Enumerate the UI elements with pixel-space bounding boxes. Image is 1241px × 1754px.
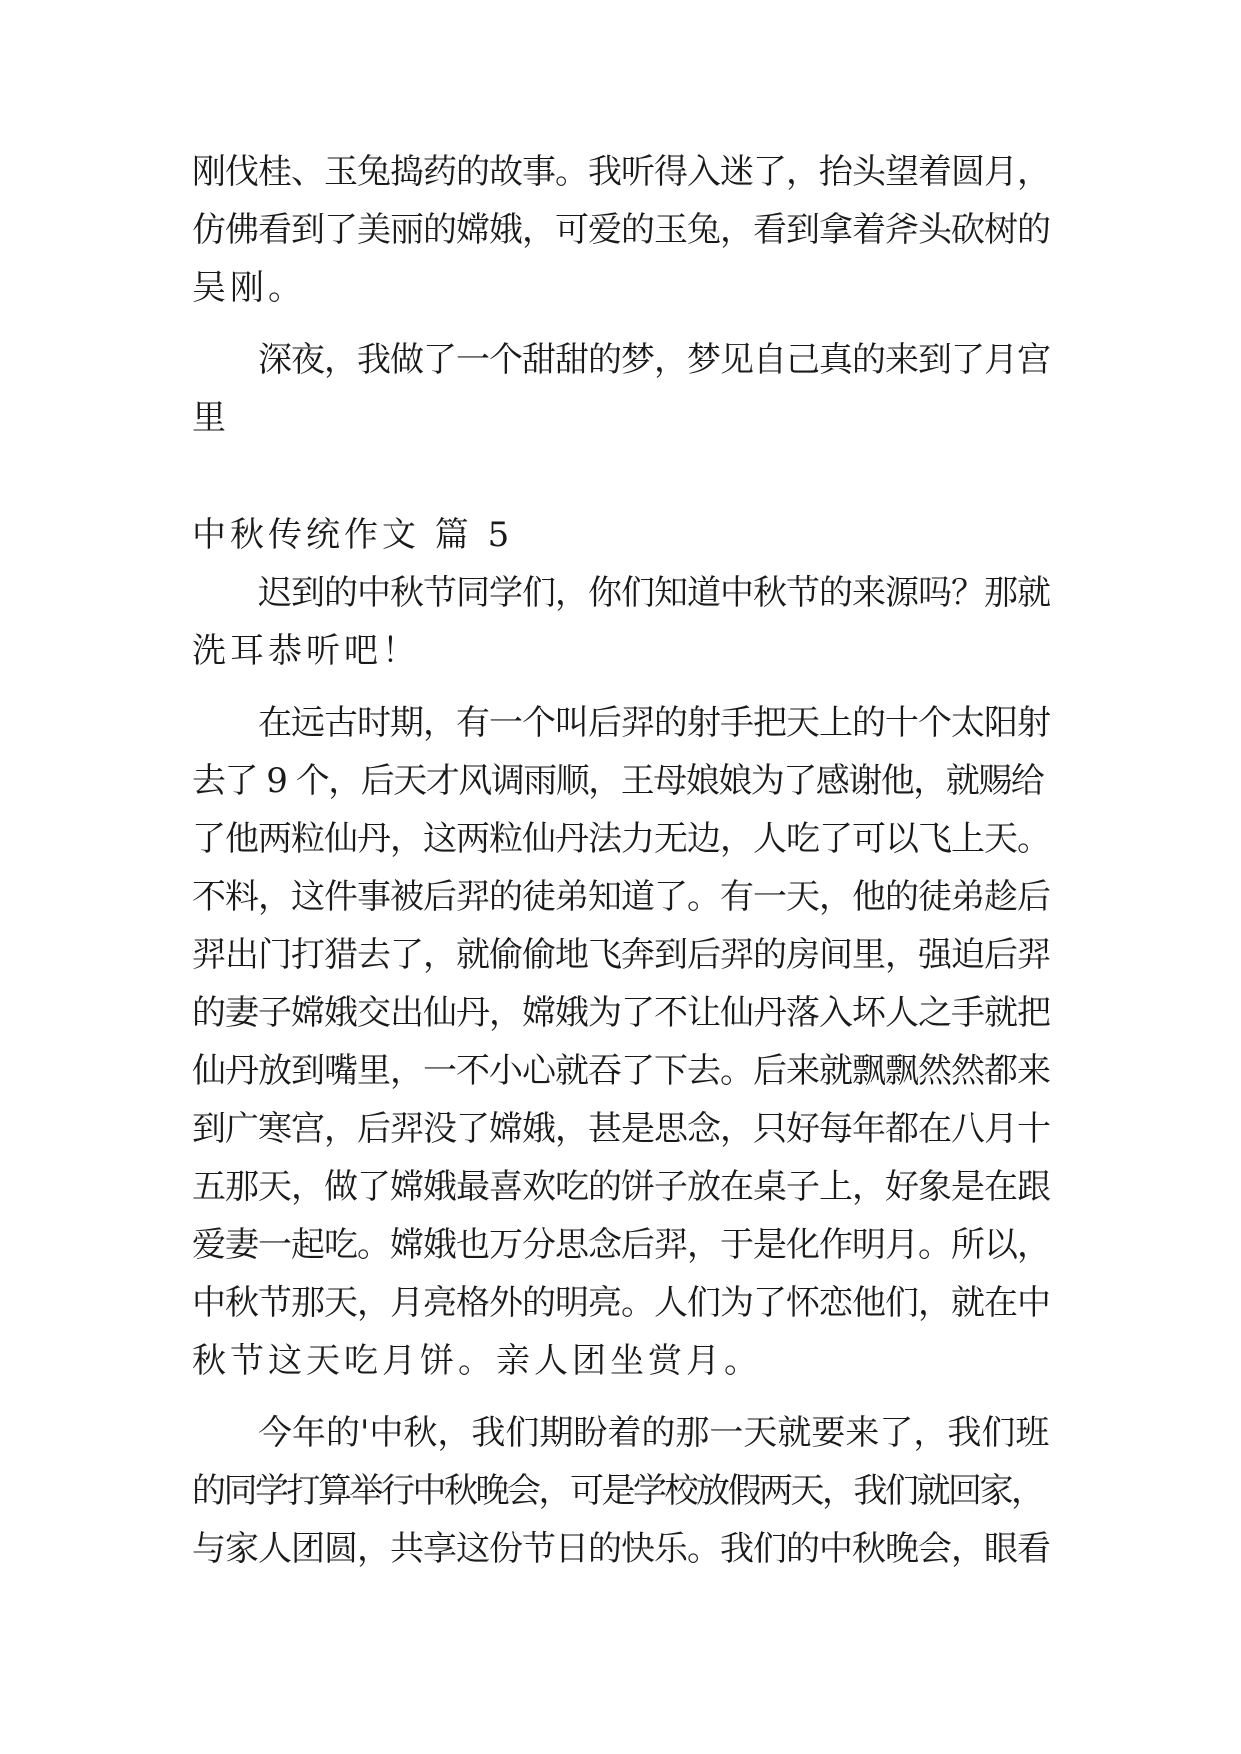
text-line: 仙丹放到嘴里，一不小心就吞了下去。后来就飘飘然然都来	[192, 1051, 1050, 1091]
text-line: 吴刚。	[192, 268, 306, 308]
text-line: 不料，这件事被后羿的徒弟知道了。有一天，他的徒弟趁后	[192, 877, 1050, 917]
text-line: 的同学打算举行中秋晚会，可是学校放假两天，我们就回家，	[192, 1471, 1043, 1511]
text-line: 在远古时期，有一个叫后羿的射手把天上的十个太阳射	[258, 703, 1050, 743]
text-line: 羿出门打猎去了，就偷偷地飞奔到后羿的房间里，强迫后羿	[192, 935, 1050, 975]
text-line: 到广寒宫，后羿没了嫦娥，甚是思念，只好每年都在八月十	[192, 1109, 1050, 1149]
text-line: 五那天，做了嫦娥最喜欢吃的饼子放在桌子上，好象是在跟	[192, 1167, 1050, 1207]
text-line: 中秋节那天，月亮格外的明亮。人们为了怀恋他们，就在中	[192, 1283, 1050, 1323]
text-line: 里	[192, 398, 230, 438]
text-line: 去了 9 个，后天才风调雨顺，王母娘娘为了感谢他，就赐给	[192, 761, 1044, 801]
text-line: 洗耳恭听吧！	[192, 631, 420, 671]
text-line: 与家人团圆，共享这份节日的快乐。我们的中秋晚会，眼看	[192, 1529, 1050, 1569]
section-heading: 中秋传统作文 篇 5	[192, 515, 514, 555]
text-line: 的妻子嫦娥交出仙丹，嫦娥为了不让仙丹落入坏人之手就把	[192, 993, 1050, 1033]
text-line: 今年的'中秋，我们期盼着的那一天就要来了，我们班	[258, 1413, 1050, 1453]
text-line: 仿佛看到了美丽的嫦娥，可爱的玉兔，看到拿着斧头砍树的	[192, 210, 1050, 250]
text-line: 秋节这天吃月饼。亲人团坐赏月。	[192, 1341, 762, 1381]
text-line: 深夜，我做了一个甜甜的梦，梦见自己真的来到了月宫	[258, 340, 1050, 380]
text-line: 刚伐桂、玉兔捣药的故事。我听得入迷了，抬头望着圆月，	[192, 152, 1050, 192]
text-line: 爱妻一起吃。嫦娥也万分思念后羿，于是化作明月。所以，	[192, 1225, 1050, 1265]
text-line: 迟到的中秋节同学们，你们知道中秋节的来源吗？那就	[258, 573, 1050, 613]
text-line: 了他两粒仙丹，这两粒仙丹法力无边，人吃了可以飞上天。	[192, 819, 1050, 859]
